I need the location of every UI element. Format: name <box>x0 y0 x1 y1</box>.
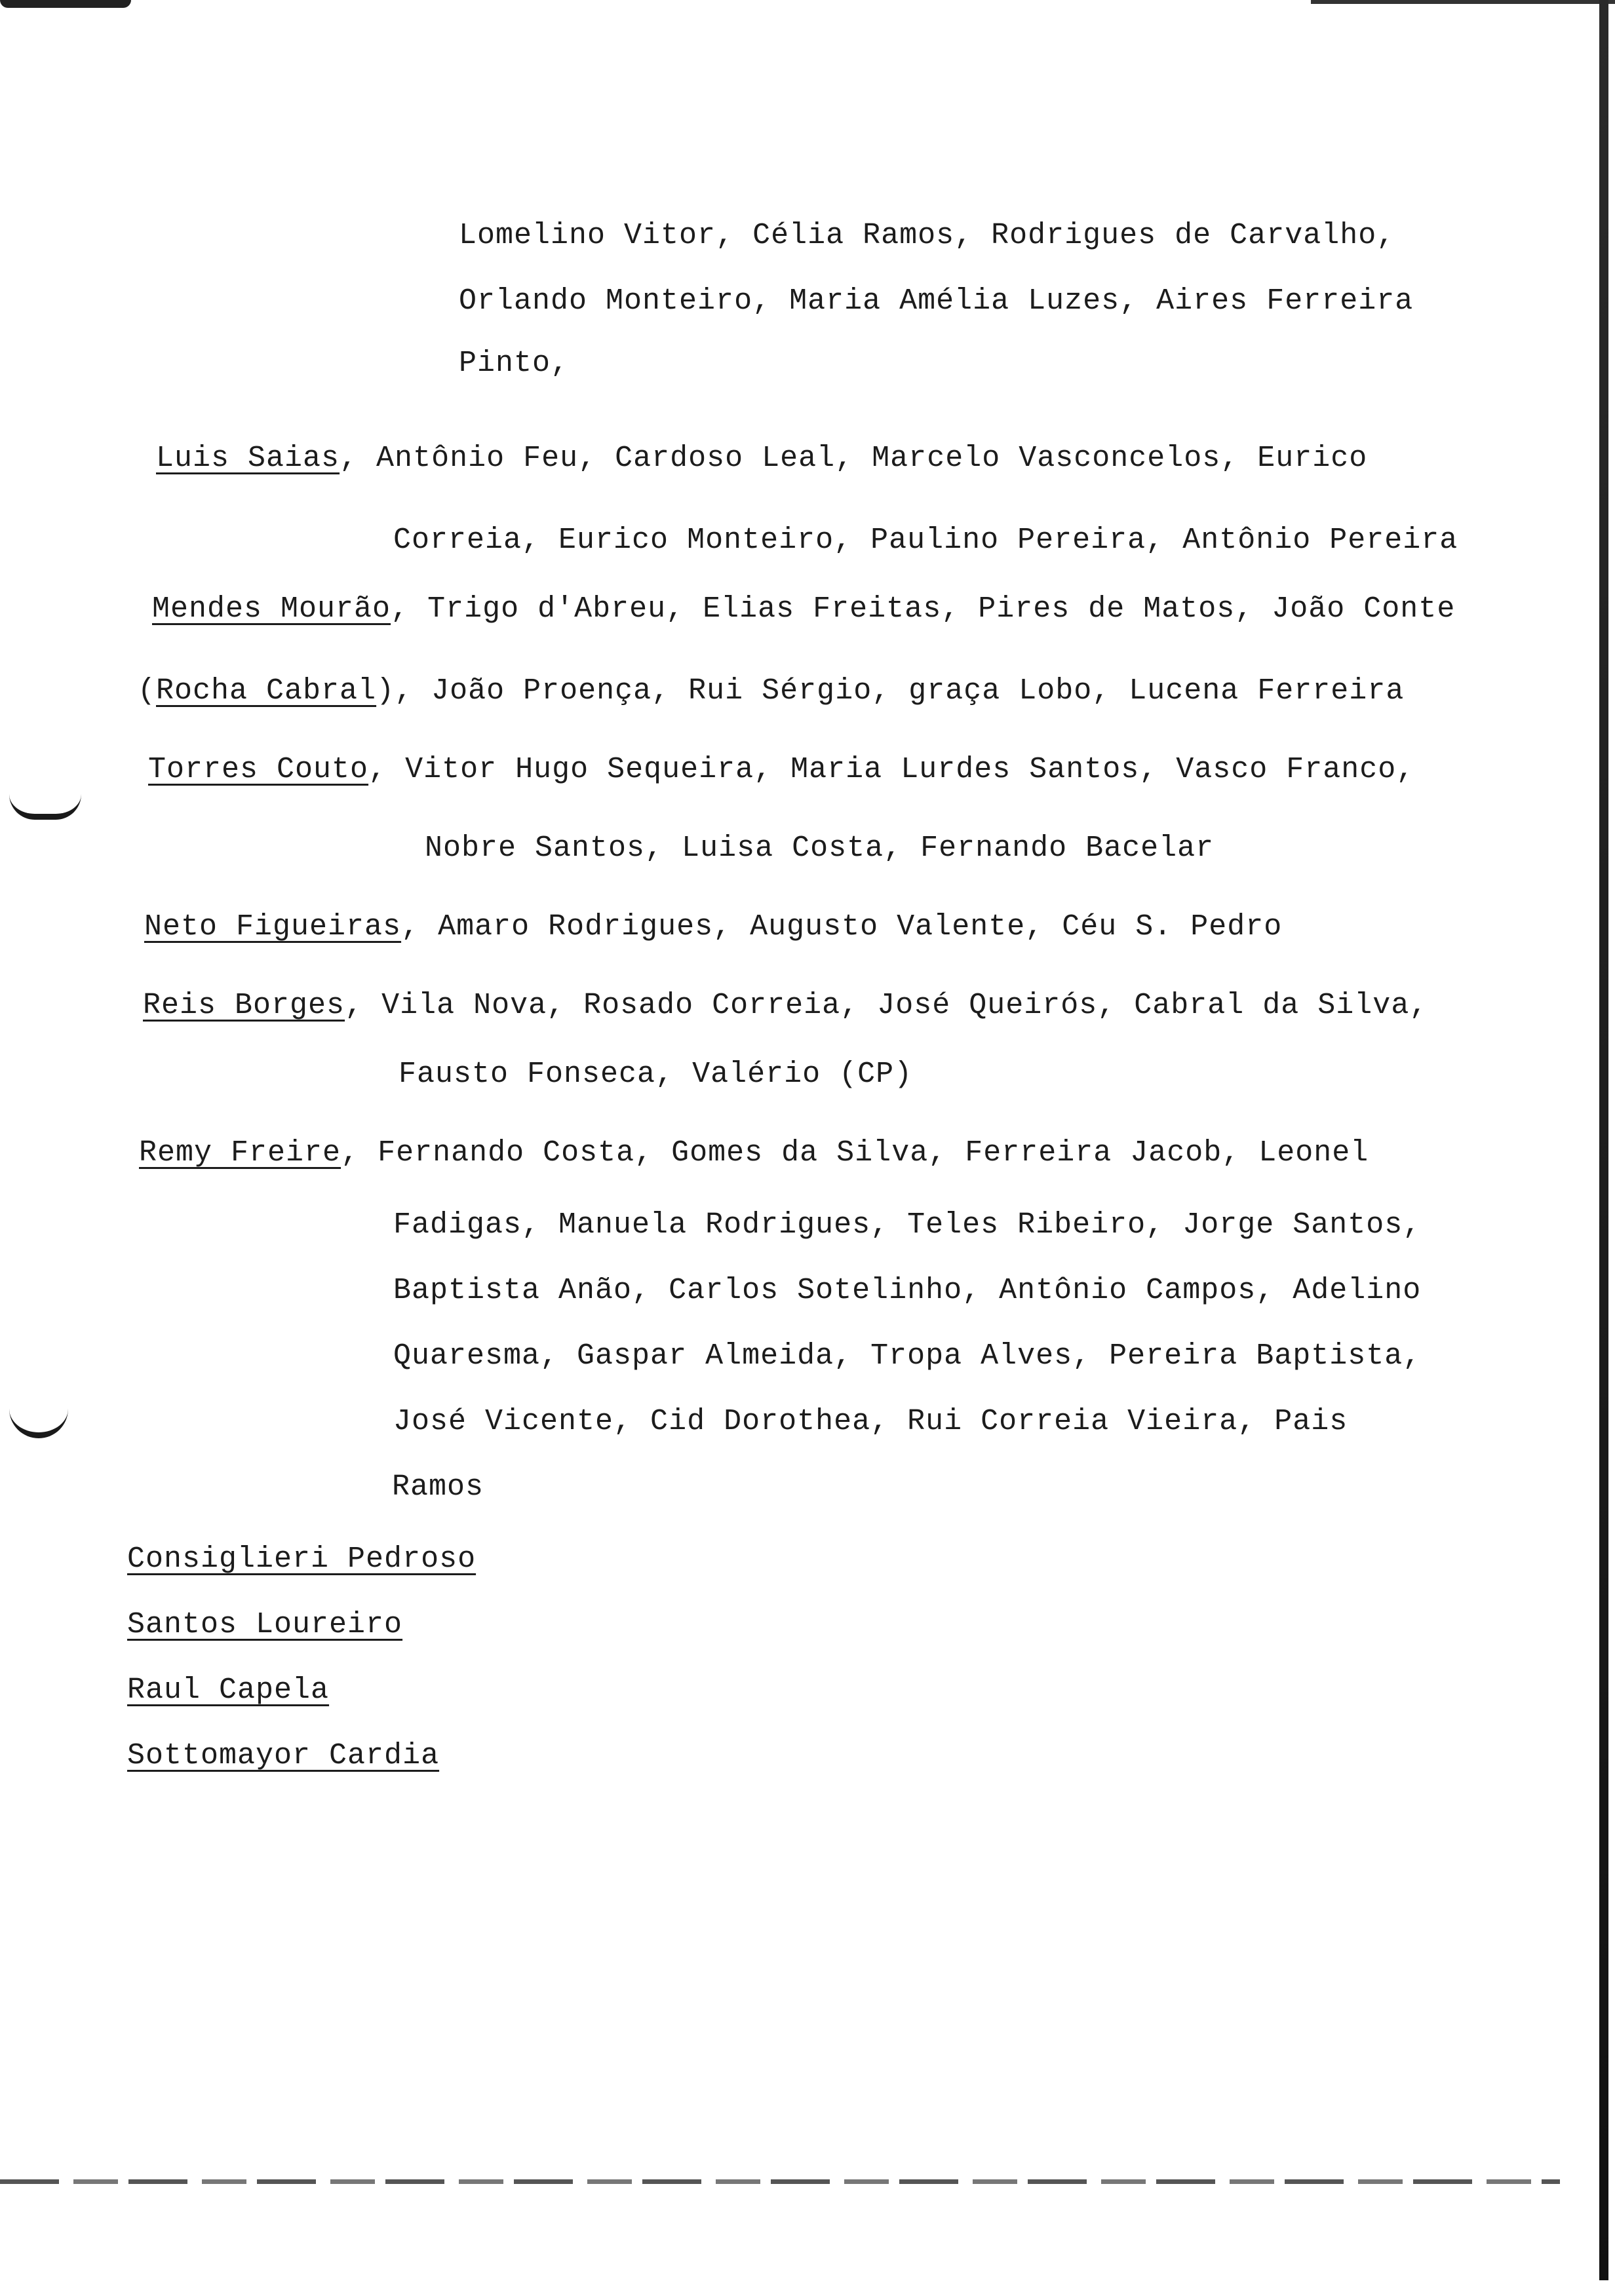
group-continuation: Correia, Eurico Monteiro, Paulino Pereira, Antônio Pereira <box>393 524 1458 557</box>
footer-name: Santos Loureiro <box>127 1608 403 1641</box>
scan-edge-top-right <box>1311 0 1615 4</box>
group-head-name: Neto Figueiras <box>144 910 402 944</box>
group-continuation: Fadigas, Manuela Rodrigues, Teles Ribeiro, Jorge Santos, <box>393 1208 1422 1242</box>
group-continuation: Nobre Santos, Luisa Costa, Fernando Bacelar <box>425 832 1215 865</box>
intro-line: Pinto, <box>459 347 570 380</box>
group-head-name: Remy Freire <box>139 1136 341 1170</box>
group-head-name: Reis Borges <box>143 989 345 1022</box>
group-line <box>148 750 1414 790</box>
scan-mark-top-left <box>0 0 131 8</box>
group-line <box>139 1134 1369 1173</box>
group-continuation: José Vicente, Cid Dorothea, Rui Correia Vieira, Pais <box>393 1405 1348 1438</box>
group-members: , Vila Nova, Rosado Correia, José Queirós, Cabral da Silva, <box>345 989 1428 1022</box>
intro-line: Lomelino Vitor, Célia Ramos, Rodrigues de Carvalho, <box>459 219 1395 252</box>
group-members: , Fernando Costa, Gomes da Silva, Ferreira Jacob, Leonel <box>341 1136 1369 1170</box>
group-head-name: Rocha Cabral <box>156 674 377 708</box>
group-line <box>152 590 1455 629</box>
intro-line: Orlando Monteiro, Maria Amélia Luzes, Aires Ferreira <box>459 284 1414 318</box>
group-line <box>144 908 1282 947</box>
group-members: , Antônio Feu, Cardoso Leal, Marcelo Vasconcelos, Eurico <box>340 442 1368 475</box>
group-head-name: Mendes Mourão <box>152 592 391 626</box>
scan-binder-mark-1 <box>9 794 81 820</box>
group-continuation: Baptista Anão, Carlos Sotelinho, Antônio Campos, Adelino <box>393 1274 1422 1307</box>
group-members: , Vitor Hugo Sequeira, Maria Lurdes Santos, Vasco Franco, <box>368 753 1415 786</box>
scan-binder-mark-2 <box>9 1409 68 1438</box>
group-head-name: Torres Couto <box>148 753 369 786</box>
group-members: , Amaro Rodrigues, Augusto Valente, Céu S. Pedro <box>401 910 1283 944</box>
footer-name: Raul Capela <box>127 1674 330 1707</box>
group-continuation: Quaresma, Gaspar Almeida, Tropa Alves, Pereira Baptista, <box>393 1339 1422 1373</box>
group-line <box>143 986 1428 1025</box>
group-head-name: Luis Saias <box>156 442 340 475</box>
scan-edge-bottom <box>0 2179 1560 2184</box>
group-line <box>156 439 1367 478</box>
group-continuation: Ramos <box>392 1470 484 1504</box>
group-continuation: Fausto Fonseca, Valério (CP) <box>399 1058 913 1091</box>
group-members: ), João Proença, Rui Sérgio, graça Lobo, Lucena Ferreira <box>376 674 1405 708</box>
scan-edge-right <box>1599 0 1608 2280</box>
footer-name: Consiglieri Pedroso <box>127 1542 477 1576</box>
group-head-prefix: ( <box>138 674 157 708</box>
group-line <box>138 672 1404 711</box>
group-members: , Trigo d'Abreu, Elias Freitas, Pires de Matos, João Conte <box>391 592 1456 626</box>
footer-name: Sottomayor Cardia <box>127 1739 440 1772</box>
